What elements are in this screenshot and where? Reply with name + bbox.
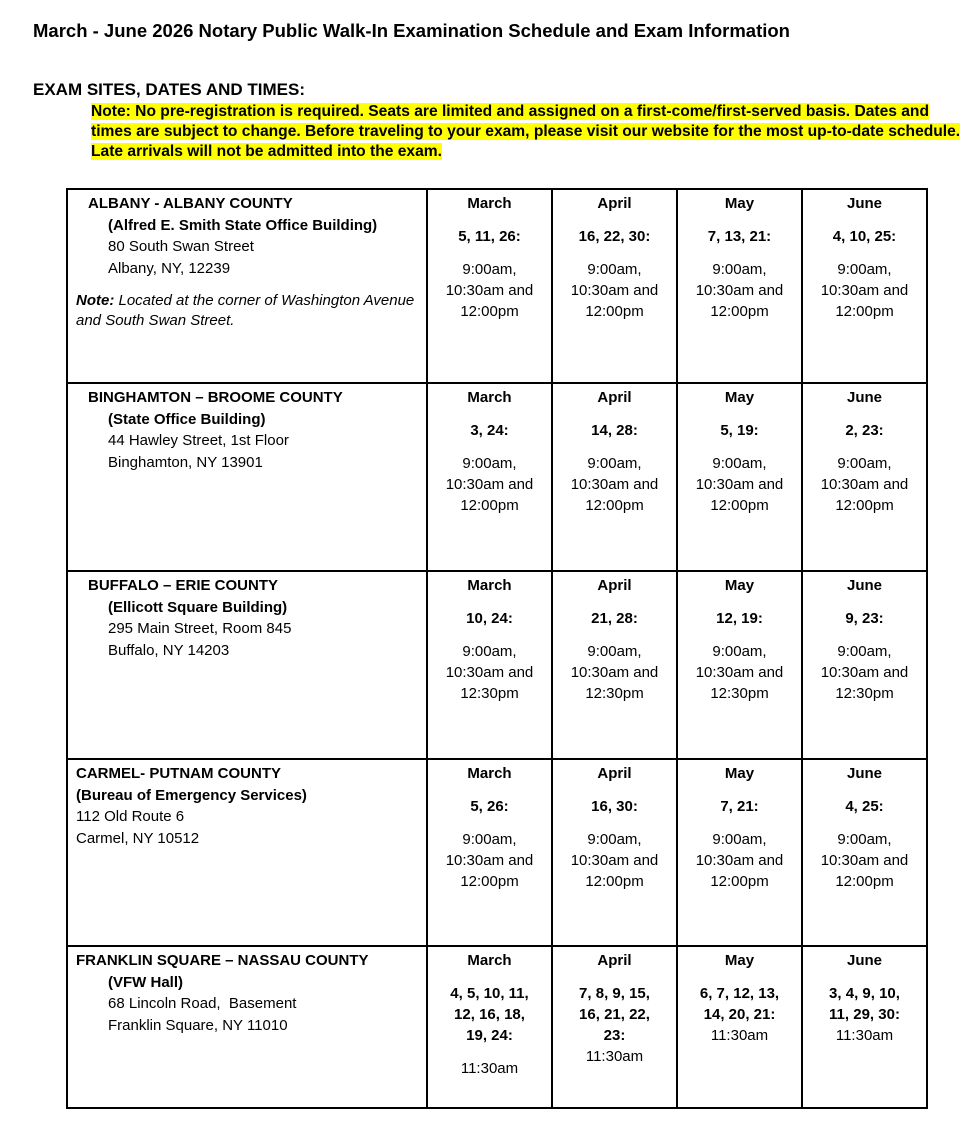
exam-time: 10:30am and <box>820 664 909 681</box>
site-city: Franklin Square, NY 11010 <box>108 1016 288 1034</box>
exam-time: 10:30am and <box>570 852 659 869</box>
site-street: 68 Lincoln Road, Basement <box>108 995 297 1012</box>
site-building: (Ellicott Square Building) <box>108 598 288 616</box>
month-name: March <box>467 952 512 969</box>
site-name: ALBANY - ALBANY COUNTY <box>88 195 293 212</box>
exam-time: 9:00am, <box>587 643 642 660</box>
exam-time: 11:30am <box>710 1027 769 1044</box>
site-cell-binghamton <box>67 383 427 571</box>
month-cell <box>802 189 927 383</box>
month-name: April <box>597 389 632 406</box>
month-name: March <box>467 765 512 782</box>
table-row <box>67 759 927 946</box>
month-name: May <box>724 765 755 782</box>
month-cell <box>802 383 927 571</box>
site-city: Albany, NY, 12239 <box>108 259 231 277</box>
exam-dates: 23: <box>603 1027 626 1044</box>
exam-time: 12:00pm <box>835 497 894 514</box>
site-cell-franklin-square <box>67 946 427 1108</box>
month-cell <box>677 759 802 946</box>
exam-dates: 4, 5, 10, 11, <box>450 985 529 1002</box>
exam-time: 12:00pm <box>710 873 769 890</box>
month-name: June <box>846 577 882 594</box>
exam-dates: 5, 26: <box>470 798 509 815</box>
exam-dates: 14, 20, 21: <box>703 1006 776 1023</box>
month-name: May <box>724 952 755 969</box>
exam-time: 10:30am and <box>570 664 659 681</box>
site-name: CARMEL- PUTNAM COUNTY <box>76 765 281 782</box>
exam-time: 9:00am, <box>462 455 517 472</box>
registration-note <box>91 102 961 162</box>
site-cell-carmel <box>67 759 427 946</box>
exam-time: 9:00am, <box>587 831 642 848</box>
exam-time: 9:00am, <box>837 261 892 278</box>
exam-time: 10:30am and <box>570 282 659 299</box>
exam-time: 12:30pm <box>710 685 769 702</box>
month-name: March <box>467 195 512 212</box>
month-name: April <box>597 195 632 212</box>
exam-dates: 19, 24: <box>466 1027 513 1044</box>
site-name: BINGHAMTON – BROOME COUNTY <box>88 389 343 406</box>
exam-dates: 3, 4, 9, 10, <box>829 985 900 1002</box>
exam-time: 10:30am and <box>445 664 534 681</box>
month-cell <box>802 571 927 759</box>
month-cell <box>552 946 677 1108</box>
exam-time: 9:00am, <box>712 455 767 472</box>
exam-time: 11:30am <box>460 1060 519 1077</box>
site-city: Carmel, NY 10512 <box>76 829 200 847</box>
month-name: April <box>597 577 632 594</box>
site-note-text: Located at the corner of Washington Avenue and South Swan Street. <box>76 292 415 329</box>
exam-time: 12:00pm <box>835 873 894 890</box>
site-note-label: Note: <box>76 292 115 309</box>
exam-time: 9:00am, <box>712 831 767 848</box>
exam-dates: 7, 21: <box>720 798 759 815</box>
table-row <box>67 571 927 759</box>
exam-time: 10:30am and <box>695 664 784 681</box>
month-name: June <box>846 765 882 782</box>
exam-time: 9:00am, <box>462 261 517 278</box>
exam-dates: 7, 13, 21: <box>707 228 772 245</box>
exam-time: 10:30am and <box>820 852 909 869</box>
month-cell <box>677 571 802 759</box>
month-cell <box>677 383 802 571</box>
month-name: March <box>467 577 512 594</box>
month-name: May <box>724 389 755 406</box>
exam-time: 12:00pm <box>710 497 769 514</box>
exam-time: 10:30am and <box>695 476 784 493</box>
exam-time: 12:00pm <box>460 873 519 890</box>
exam-time: 10:30am and <box>695 282 784 299</box>
month-cell <box>677 189 802 383</box>
month-name: June <box>846 952 882 969</box>
exam-time: 11:30am <box>585 1048 644 1065</box>
exam-dates: 12, 19: <box>716 610 763 627</box>
exam-time: 9:00am, <box>462 831 517 848</box>
exam-time: 12:00pm <box>835 303 894 320</box>
month-cell <box>427 189 552 383</box>
exam-time: 10:30am and <box>570 476 659 493</box>
month-cell <box>802 759 927 946</box>
exam-time: 9:00am, <box>837 831 892 848</box>
exam-time: 12:00pm <box>585 497 644 514</box>
page-title: March - June 2026 Notary Public Walk-In Examination Schedule and Exam Information <box>33 20 790 41</box>
exam-time: 12:30pm <box>460 685 519 702</box>
site-street: 112 Old Route 6 <box>76 808 185 825</box>
exam-time: 10:30am and <box>445 852 534 869</box>
month-cell <box>427 946 552 1108</box>
exam-time: 9:00am, <box>837 455 892 472</box>
month-name: March <box>467 389 512 406</box>
exam-time: 9:00am, <box>587 455 642 472</box>
month-cell <box>552 189 677 383</box>
site-name: FRANKLIN SQUARE – NASSAU COUNTY <box>76 952 369 969</box>
exam-time: 10:30am and <box>695 852 784 869</box>
exam-dates: 5, 19: <box>720 422 759 439</box>
month-name: June <box>846 195 882 212</box>
exam-time: 12:00pm <box>585 873 644 890</box>
month-cell <box>552 383 677 571</box>
month-cell <box>552 571 677 759</box>
site-street: 44 Hawley Street, 1st Floor <box>108 432 289 449</box>
site-name: BUFFALO – ERIE COUNTY <box>88 577 279 594</box>
site-street: 295 Main Street, Room 845 <box>108 620 292 637</box>
exam-dates: 5, 11, 26: <box>458 228 521 245</box>
site-street: 80 South Swan Street <box>108 238 254 255</box>
exam-time: 9:00am, <box>587 261 642 278</box>
site-cell-buffalo <box>67 571 427 759</box>
site-building: (State Office Building) <box>108 410 266 428</box>
exam-dates: 3, 24: <box>470 422 509 439</box>
site-building: (Bureau of Emergency Services) <box>76 786 307 804</box>
month-cell <box>552 759 677 946</box>
month-cell <box>427 383 552 571</box>
site-building: (VFW Hall) <box>108 973 183 991</box>
month-name: May <box>724 577 755 594</box>
site-cell-albany <box>67 189 427 383</box>
exam-time: 12:00pm <box>710 303 769 320</box>
month-name: June <box>846 389 882 406</box>
exam-dates: 9, 23: <box>845 610 884 627</box>
exam-time: 9:00am, <box>712 261 767 278</box>
exam-dates: 2, 23: <box>845 422 884 439</box>
exam-dates: 4, 25: <box>845 798 884 815</box>
month-cell <box>427 571 552 759</box>
table-row <box>67 946 927 1108</box>
exam-dates: 16, 21, 22, <box>579 1006 650 1023</box>
table-row <box>67 383 927 571</box>
exam-time: 10:30am and <box>820 476 909 493</box>
site-building: (Alfred E. Smith State Office Building) <box>108 216 378 234</box>
month-name: April <box>597 952 632 969</box>
exam-time: 12:00pm <box>585 303 644 320</box>
exam-dates: 14, 28: <box>591 422 638 439</box>
exam-dates: 12, 16, 18, <box>454 1006 525 1023</box>
highlighted-note-text: Note: No pre-registration is required. Seats are limited and assigned on a first-come/first-served basis. Dates and times are subject to change. Before traveling to your exam, please visit our website for the most up-to-date schedule. Late arrivals will not be admitted into the exam. <box>91 103 961 160</box>
exam-dates: 7, 8, 9, 15, <box>579 985 650 1002</box>
exam-time: 12:30pm <box>835 685 894 702</box>
exam-time: 12:00pm <box>460 497 519 514</box>
section-heading: EXAM SITES, DATES AND TIMES: <box>33 80 306 99</box>
exam-time: 9:00am, <box>712 643 767 660</box>
exam-time: 9:00am, <box>462 643 517 660</box>
exam-schedule-table <box>66 188 928 1109</box>
exam-dates: 21, 28: <box>591 610 638 627</box>
table-row <box>67 189 927 383</box>
exam-dates: 16, 22, 30: <box>578 228 651 245</box>
site-city: Buffalo, NY 14203 <box>108 641 230 659</box>
exam-dates: 11, 29, 30: <box>829 1006 900 1023</box>
exam-time: 12:00pm <box>460 303 519 320</box>
exam-dates: 6, 7, 12, 13, <box>699 985 780 1002</box>
month-name: April <box>597 765 632 782</box>
month-name: May <box>724 195 755 212</box>
month-cell <box>427 759 552 946</box>
month-cell <box>802 946 927 1108</box>
exam-time: 10:30am and <box>820 282 909 299</box>
month-cell <box>677 946 802 1108</box>
exam-time: 12:30pm <box>585 685 644 702</box>
exam-dates: 16, 30: <box>591 798 638 815</box>
site-note <box>76 291 420 331</box>
exam-dates: 4, 10, 25: <box>832 228 897 245</box>
exam-time: 10:30am and <box>445 282 534 299</box>
exam-time: 11:30am <box>835 1027 894 1044</box>
exam-time: 10:30am and <box>445 476 534 493</box>
exam-dates: 10, 24: <box>466 610 513 627</box>
exam-time: 9:00am, <box>837 643 892 660</box>
site-city: Binghamton, NY 13901 <box>108 453 263 471</box>
